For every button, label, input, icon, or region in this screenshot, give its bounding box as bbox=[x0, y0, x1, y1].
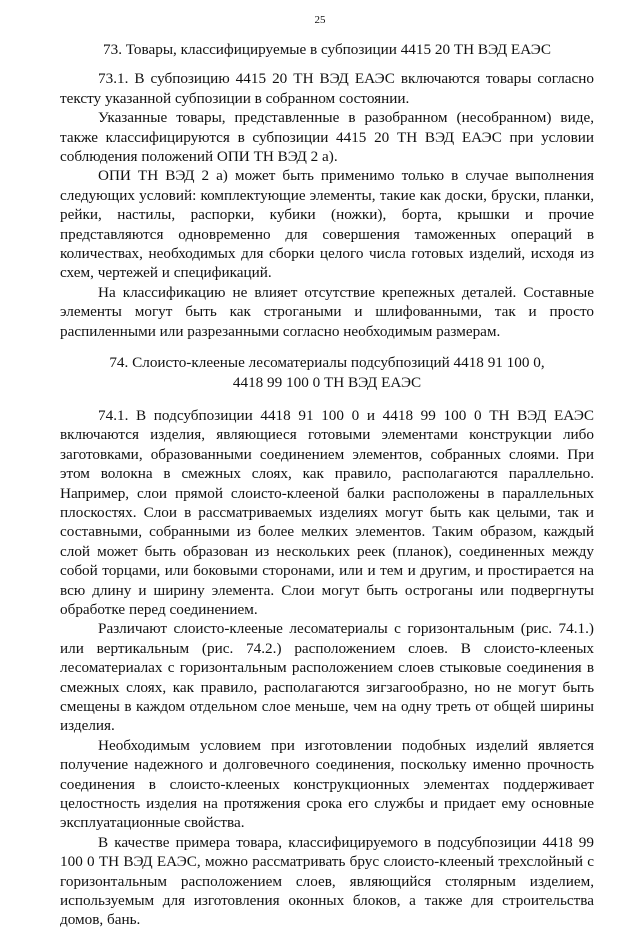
section-74-heading-line-1: 74. Слоисто-клееные лесоматериалы подсубпозиций 4418 91 100 0, bbox=[109, 354, 545, 372]
paragraph-74-3: Необходимым условием при изготовлении подобных изделий является получение надежного и долговечного соединения, поскольку именно прочность соединения в слоисто-клееных конструкционных элементах поддерживает целостность изделия на протяжения срока его службы и придает ему основные эксплуатационные свойства. bbox=[60, 736, 594, 832]
section-74-heading bbox=[60, 353, 594, 392]
section-73-heading: 73. Товары, классифицируемые в субпозиции 4415 20 ТН ВЭД ЕАЭС bbox=[103, 41, 551, 58]
paragraph-73-3: ОПИ ТН ВЭД 2 а) может быть применимо только в случае выполнения следующих условий: комплектующие элементы, такие как доски, бруски, планки, рейки, настилы, распорки, кубики (ножки), борта, крышки и прочие представляются одновременно для совершения таможенных операций в количествах, необходимых для сборки целого числа готовых изделий, исходя из схем, чертежей и спецификаций. bbox=[60, 167, 594, 282]
paragraph-73-1: 73.1. В субпозицию 4415 20 ТН ВЭД ЕАЭС включаются товары согласно тексту указанной субпозиции в собранном состоянии. bbox=[60, 70, 594, 107]
page-content bbox=[60, 40, 594, 930]
paragraph-73-2: Указанные товары, представленные в разобранном (несобранном) виде, также классифицируются в субпозиции 4415 20 ТН ВЭД ЕАЭС при условии соблюдения положений ОПИ ТН ВЭД 2 а). bbox=[60, 109, 594, 166]
paragraph-73-4: На классификацию не влияет отсутствие крепежных деталей. Составные элементы могут быть как строгаными и шлифованными, так и просто распиленными или разрезанными согласно необходимым размерам. bbox=[60, 283, 594, 340]
paragraph-74-4: В качестве примера товара, классифицируемого в подсубпозиции 4418 99 100 0 ТН ВЭД ЕАЭС, можно рассматривать брус слоисто-клееный трехслойный с горизонтальным расположением слоев, являющийся столярным изделием, используемым для изготовления оконных блоков, а также для строительства домов, бань. bbox=[60, 833, 594, 929]
section-74-heading-line-2: 4418 99 100 0 ТН ВЭД ЕАЭС bbox=[232, 373, 422, 391]
paragraph-74-2: Различают слоисто-клееные лесоматериалы с горизонтальным (рис. 74.1.) или вертикальным (рис. 74.2.) расположением слоев. В слоисто-клееных лесоматериалах с горизонтальным расположением слоев стыковые соединения в смежных слоях, как правило, располагаются зигзагообразно, но не могут быть смещены в каждом отдельном слое меньше, чем на одну треть от общей ширины изделия. bbox=[60, 620, 594, 735]
paragraph-74-1: 74.1. В подсубпозиции 4418 91 100 0 и 4418 99 100 0 ТН ВЭД ЕАЭС включаются изделия, являющиеся готовыми элементами конструкции либо заготовками, образованными соединением элементов, собранных слоями. При этом волокна в смежных слоях, как правило, располагаются параллельно. Например, слои прямой слоисто-клееной балки расположены в параллельных плоскостях. Слои в рассматриваемых изделиях могут быть как целыми, так и составными, собранными из более мелких элементов. Таким образом, каждый слой может быть образован из нескольких реек (планок), соединенных между собой торцами, или боковыми сторонами, или и тем и другим, и простирается на всю длину и ширину элемента. Слои могут быть остроганы или подвергнуты обработке перед соединением. bbox=[60, 406, 594, 618]
page-number: 25 bbox=[314, 14, 326, 26]
